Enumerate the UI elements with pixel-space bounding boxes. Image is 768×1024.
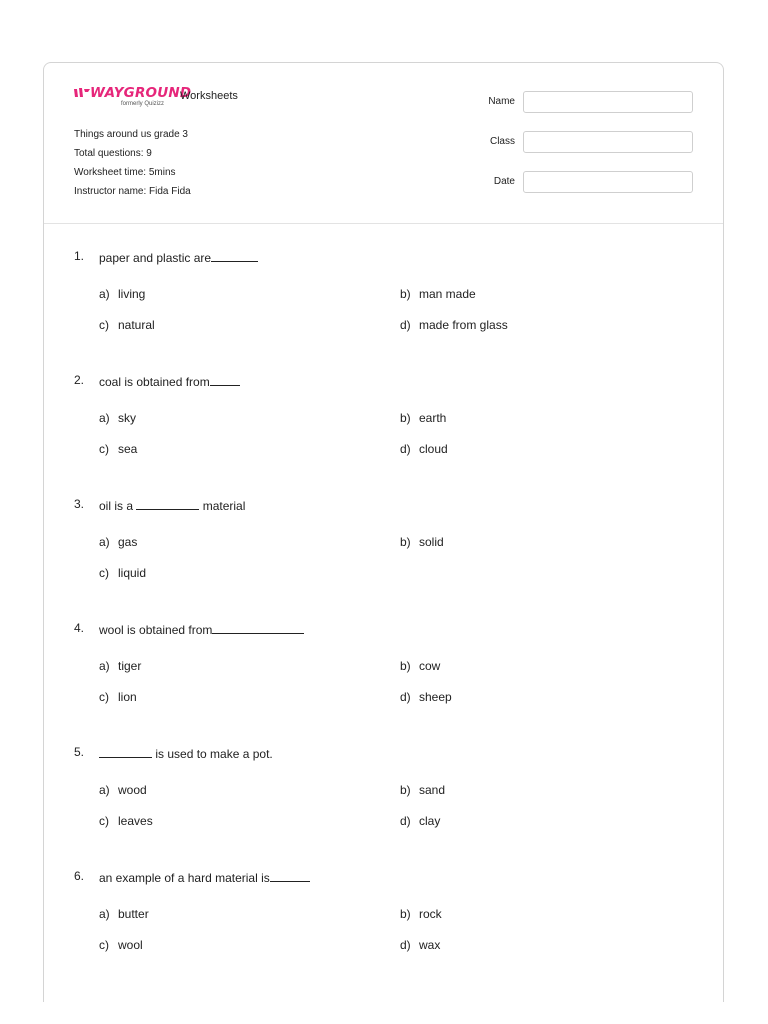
- answer-blank: [99, 745, 152, 758]
- answer-blank: [212, 621, 304, 634]
- option-letter: c): [99, 318, 109, 332]
- option-letter: b): [400, 411, 411, 425]
- question-item: [44, 745, 723, 855]
- answer-option: [400, 783, 660, 801]
- answer-option: [400, 907, 660, 925]
- option-letter: c): [99, 814, 109, 828]
- answer-blank: [210, 373, 240, 386]
- name-label: Name: [488, 96, 515, 107]
- option-letter: b): [400, 659, 411, 673]
- class-field[interactable]: [523, 131, 693, 153]
- answer-option: [99, 938, 359, 956]
- answer-blank: [270, 869, 310, 882]
- option-letter: c): [99, 442, 109, 456]
- question-text-before: coal is obtained from: [99, 375, 210, 389]
- answer-option: [99, 566, 359, 584]
- product-label: Worksheets: [180, 90, 238, 102]
- option-letter: b): [400, 783, 411, 797]
- option-text: living: [118, 287, 146, 301]
- worksheet-header: [44, 63, 723, 224]
- option-text: wood: [118, 783, 147, 797]
- option-text: earth: [419, 411, 447, 425]
- option-text: wax: [419, 938, 441, 952]
- option-letter: d): [400, 814, 411, 828]
- option-letter: a): [99, 783, 110, 797]
- option-text: wool: [118, 938, 143, 952]
- name-field[interactable]: [523, 91, 693, 113]
- answer-option: [400, 411, 660, 429]
- option-letter: d): [400, 690, 411, 704]
- option-letter: d): [400, 442, 411, 456]
- class-label: Class: [489, 136, 515, 147]
- logo-mark-icon: [74, 88, 90, 98]
- question-text-before: an example of a hard material is: [99, 871, 270, 885]
- answer-option: [400, 659, 660, 677]
- worksheet-page: [43, 62, 724, 1002]
- instructor-name: Instructor name: Fida Fida: [74, 186, 191, 197]
- option-letter: a): [99, 659, 110, 673]
- answer-option: [400, 442, 660, 460]
- option-text: leaves: [118, 814, 153, 828]
- answer-option: [400, 690, 660, 708]
- option-text: cow: [419, 659, 441, 673]
- worksheet-title: Things around us grade 3: [74, 129, 188, 140]
- answer-option: [99, 783, 359, 801]
- answer-option: [99, 659, 359, 677]
- option-letter: d): [400, 318, 411, 332]
- answer-option: [99, 907, 359, 925]
- question-text: [99, 869, 310, 885]
- answer-option: [400, 938, 660, 956]
- question-text-after: is used to make a pot.: [155, 747, 273, 761]
- question-number: 4.: [74, 621, 85, 635]
- question-text: [99, 497, 245, 513]
- option-text: sky: [118, 411, 136, 425]
- question-number: 6.: [74, 869, 85, 883]
- question-text-before: paper and plastic are: [99, 251, 212, 265]
- question-item: [44, 497, 723, 607]
- date-field[interactable]: [523, 171, 693, 193]
- answer-option: [400, 287, 660, 305]
- option-letter: a): [99, 411, 110, 425]
- date-label: Date: [493, 176, 515, 187]
- wayground-logo: [74, 85, 192, 115]
- option-letter: b): [400, 907, 411, 921]
- answer-option: [99, 690, 359, 708]
- option-text: gas: [118, 535, 138, 549]
- option-text: sand: [419, 783, 446, 797]
- option-text: made from glass: [419, 318, 508, 332]
- option-text: man made: [419, 287, 476, 301]
- answer-option: [99, 814, 359, 832]
- option-text: lion: [118, 690, 137, 704]
- answer-blank: [211, 249, 258, 262]
- question-text: [99, 373, 240, 389]
- question-item: [44, 373, 723, 483]
- worksheet-time: Worksheet time: 5mins: [74, 167, 176, 178]
- logo-subtext: formerly Quizizz: [121, 101, 165, 107]
- question-number: 2.: [74, 373, 85, 387]
- option-text: cloud: [419, 442, 448, 456]
- answer-option: [99, 318, 359, 336]
- answer-option: [99, 442, 359, 460]
- option-text: rock: [419, 907, 442, 921]
- option-text: clay: [419, 814, 441, 828]
- answer-option: [400, 814, 660, 832]
- answer-blank: [136, 497, 199, 510]
- option-letter: b): [400, 287, 411, 301]
- worksheet-meta: [74, 125, 191, 201]
- question-number: 1.: [74, 249, 85, 263]
- option-letter: c): [99, 690, 109, 704]
- question-item: [44, 621, 723, 731]
- question-text-before: wool is obtained from: [99, 623, 213, 637]
- question-text-after: material: [202, 499, 246, 513]
- option-letter: a): [99, 907, 110, 921]
- answer-option: [99, 287, 359, 305]
- total-questions: Total questions: 9: [74, 148, 152, 159]
- question-item: [44, 869, 723, 979]
- option-letter: b): [400, 535, 411, 549]
- question-text-before: oil is a: [99, 499, 134, 513]
- option-text: natural: [118, 318, 155, 332]
- question-text: [99, 249, 258, 265]
- question-text: [99, 621, 304, 637]
- option-text: tiger: [118, 659, 142, 673]
- logo-wordmark: WAYGROUND: [90, 85, 192, 101]
- option-letter: a): [99, 535, 110, 549]
- option-text: liquid: [118, 566, 147, 580]
- option-letter: c): [99, 938, 109, 952]
- question-number: 3.: [74, 497, 85, 511]
- option-letter: c): [99, 566, 109, 580]
- answer-option: [400, 535, 660, 553]
- option-text: sea: [118, 442, 138, 456]
- answer-option: [400, 318, 660, 336]
- answer-option: [99, 411, 359, 429]
- option-text: butter: [118, 907, 149, 921]
- option-letter: d): [400, 938, 411, 952]
- option-text: sheep: [419, 690, 452, 704]
- option-letter: a): [99, 287, 110, 301]
- question-item: [44, 249, 723, 359]
- question-number: 5.: [74, 745, 85, 759]
- answer-option: [99, 535, 359, 553]
- option-text: solid: [419, 535, 444, 549]
- question-text: [99, 745, 273, 761]
